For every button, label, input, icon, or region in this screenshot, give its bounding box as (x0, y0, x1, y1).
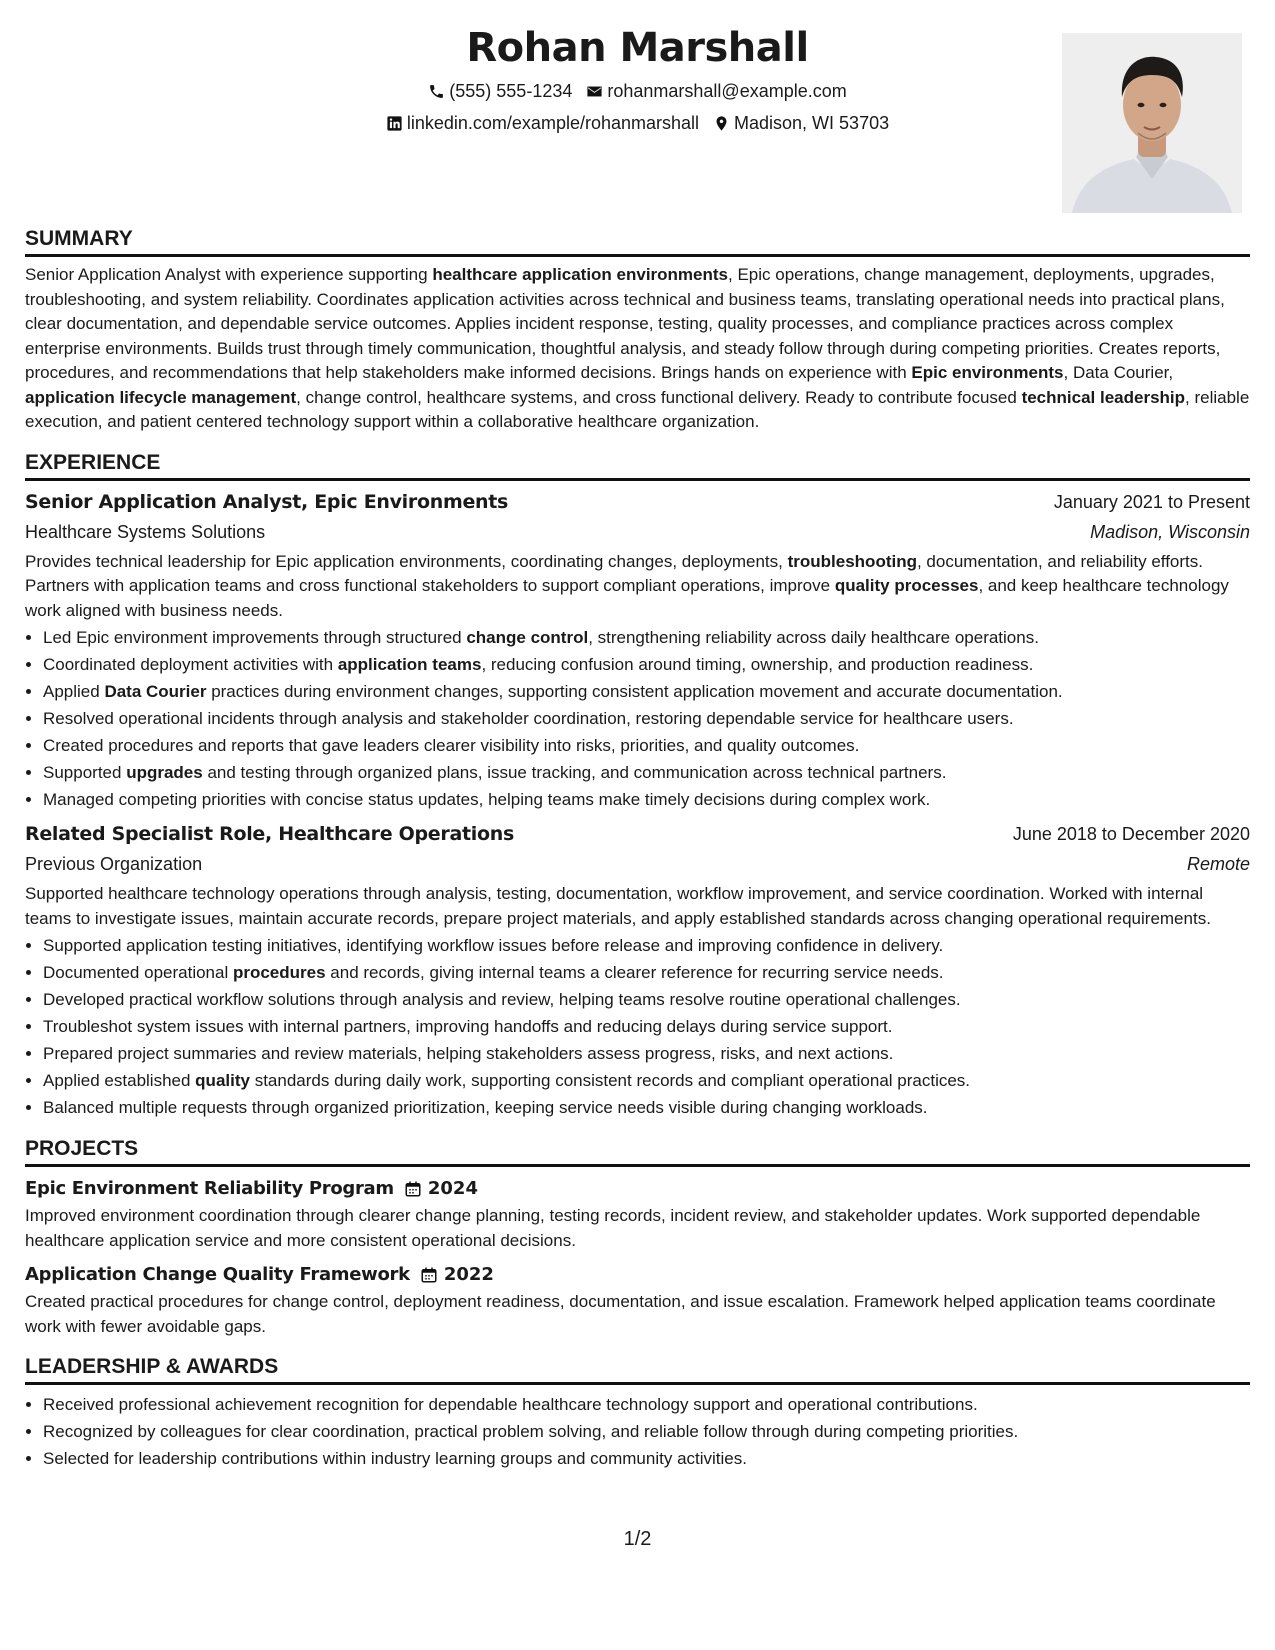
bullet-item (43, 932, 1250, 959)
calendar-icon (404, 1180, 422, 1198)
text-run: Coordinated deployment activities with (43, 655, 338, 674)
project-year (420, 1260, 494, 1290)
bullet-item (43, 732, 1250, 759)
project-year (404, 1174, 478, 1204)
bold-phrase: troubleshooting (787, 551, 917, 571)
text-run: Applied established (43, 1071, 196, 1090)
job-subheader (25, 849, 1250, 879)
project-title: Epic Environment Reliability Program (25, 1178, 394, 1199)
text-run: practices during environment changes, supporting consistent application movement and accurate documentation. (206, 682, 1063, 701)
project-description: Created practical procedures for change control, deployment readiness, documentation, and issue escalation. Framework helped application teams coordinate work with fewer avoidable gaps. (25, 1292, 1216, 1336)
page-number: 1/2 (623, 1528, 652, 1550)
text-run: Created procedures and reports that gave leaders clearer visibility into risks, priorities, and quality outcomes. (43, 736, 860, 755)
text-run: Documented operational (43, 963, 233, 982)
experience-section (25, 448, 1250, 1122)
experience-heading: EXPERIENCE (25, 448, 1250, 481)
awards-section (25, 1352, 1250, 1472)
bullet-item (43, 759, 1250, 786)
job-title: Related Specialist Role, Healthcare Operations (25, 823, 514, 845)
text-run: Developed practical workflow solutions through analysis and review, helping teams resolve routine operational challenges. (43, 990, 961, 1009)
bullet-item (43, 678, 1250, 705)
award-item: • Selected for leadership contributions within industry learning groups and community activities. (43, 1445, 1250, 1472)
summary-heading: SUMMARY (25, 224, 1250, 257)
project-entry (25, 1174, 1250, 1253)
project-title: Application Change Quality Framework (25, 1264, 410, 1285)
job-title: Senior Application Analyst, Epic Environments (25, 490, 509, 513)
job-organization: Healthcare Systems Solutions (25, 521, 266, 542)
project-description: Improved environment coordination through clearer change planning, testing records, incident review, and stakeholder updates. Work supported dependable healthcare application service and more consistent operational decisions. (25, 1206, 1201, 1250)
bullet-item (43, 624, 1250, 651)
award-item: • Received professional achievement recognition for dependable healthcare technology support and operational contributions. (43, 1391, 1250, 1418)
text-run: and testing through organized plans, issue tracking, and communication across technical partners. (202, 763, 947, 782)
map-pin-icon (713, 115, 730, 132)
linkedin-icon (386, 115, 403, 132)
resume-content (25, 224, 1250, 1485)
text-run: , strengthening reliability across daily healthcare operations. (588, 628, 1039, 647)
job-summary (25, 882, 1250, 931)
phone-icon (428, 83, 445, 100)
job-bullets (25, 932, 1250, 1121)
text-run: Provides technical leadership for Epic application environments, coordinating changes, deployments, (25, 551, 788, 571)
phone-contact (428, 76, 572, 106)
projects-heading: PROJECTS (25, 1134, 1250, 1167)
text-run: and records, giving internal teams a clearer reference for recurring service needs. (325, 963, 944, 982)
bullet-item (43, 1013, 1250, 1040)
text-run: Supported application testing initiatives, identifying workflow issues before release and improving confidence in delivery. (43, 936, 944, 955)
text-run: Applied (43, 682, 105, 701)
job-location: Madison, Wisconsin (1090, 521, 1250, 542)
job-subheader (25, 517, 1250, 547)
bold-phrase: Data Courier (104, 682, 207, 701)
text-run: , Data Courier, (1063, 363, 1174, 382)
bold-phrase: upgrades (126, 763, 203, 782)
awards-list (25, 1391, 1250, 1472)
phone-text: (555) 555-1234 (449, 81, 573, 101)
project-entry (25, 1260, 1250, 1339)
bold-phrase: Epic environments (911, 363, 1064, 382)
job-entry (25, 819, 1250, 1121)
portrait-illustration (1062, 33, 1242, 213)
envelope-icon (586, 83, 603, 100)
text-run: Supported (43, 763, 127, 782)
text-run: Led Epic environment improvements through structured (43, 628, 467, 647)
projects-section (25, 1134, 1250, 1339)
bullet-item (43, 786, 1250, 813)
text-run: Managed competing priorities with concise status updates, helping teams make timely decisions during complex work. (43, 790, 931, 809)
text-run: Supported healthcare technology operations through analysis, testing, documentation, workflow improvement, and service coordination. Worked with internal teams to investigate issues, maintain accurate records, prepare project materials, and apply established standards across changing operational requirements. (25, 884, 1211, 928)
job-organization: Previous Organization (25, 854, 203, 874)
location-contact (713, 108, 889, 138)
awards-heading: LEADERSHIP & AWARDS (25, 1352, 1250, 1385)
bold-phrase: application lifecycle management (25, 387, 297, 407)
bullet-item (43, 1040, 1250, 1067)
award-item: • Recognized by colleagues for clear coordination, practical problem solving, and reliable follow through during competing priorities. (43, 1418, 1250, 1445)
project-header (25, 1174, 1250, 1204)
job-dates: June 2018 to December 2020 (1012, 824, 1250, 844)
job-summary (25, 550, 1250, 624)
text-run: Senior Application Analyst with experience supporting (25, 265, 433, 284)
job-header (25, 487, 1250, 517)
candidate-name: Rohan Marshall (466, 25, 809, 71)
summary-text (25, 263, 1250, 435)
text-run: , and keep healthcare technology work aligned with business needs. (25, 576, 1229, 620)
profile-photo (1062, 33, 1242, 213)
bullet-item (43, 986, 1250, 1013)
email-contact[interactable] (586, 76, 846, 106)
text-run: Resolved operational incidents through analysis and stakeholder coordination, restoring dependable service for healthcare users. (43, 709, 1014, 728)
project-year-text: 2024 (427, 1178, 478, 1199)
bold-phrase: healthcare application environments (432, 265, 729, 284)
bold-phrase: quality (195, 1071, 250, 1090)
email-text[interactable]: rohanmarshall@example.com (607, 81, 847, 101)
linkedin-text[interactable]: linkedin.com/example/rohanmarshall (406, 113, 700, 133)
text-run: Prepared project summaries and review materials, helping stakeholders assess progress, risks, and next actions. (43, 1044, 894, 1063)
text-run: , Epic operations, change management, deployments, upgrades, troubleshooting, and system reliability. Coordinates application activities across technical and business teams, translating operational needs into practical plans, clear documentation, and dependable service outcomes. Applies incident response, testing, quality processes, and compliance practices across complex enterprise environments. Builds trust through timely communication, thoughtful analysis, and steady follow through during competing priorities. Creates reports, procedures, and recommendations that help stakeholders make informed decisions. Brings hands on experience with (25, 265, 1225, 382)
text-run: , documentation, and reliability efforts. Partners with application teams and cross functional stakeholders to support compliant operations, improve (25, 551, 1203, 595)
bold-phrase: quality processes (834, 576, 979, 595)
bullet-item (43, 1094, 1250, 1121)
location-text: Madison, WI 53703 (734, 113, 890, 133)
bold-phrase: procedures (232, 963, 326, 982)
summary-section (25, 224, 1250, 435)
linkedin-contact[interactable] (386, 108, 699, 138)
text-run: Troubleshot system issues with internal partners, improving handoffs and reducing delays during service support. (43, 1017, 893, 1036)
job-header (25, 819, 1250, 849)
job-dates: January 2021 to Present (1053, 491, 1250, 512)
bullet-item (43, 1067, 1250, 1094)
bullet-item (43, 959, 1250, 986)
job-bullets (25, 624, 1250, 813)
bullet-item (43, 651, 1250, 678)
job-location: Remote (1186, 854, 1250, 874)
bold-phrase: technical leadership (1021, 387, 1186, 407)
bold-phrase: change control (466, 628, 589, 647)
project-header (25, 1260, 1250, 1290)
text-run: , change control, healthcare systems, and cross functional delivery. Ready to contribute focused (296, 387, 1022, 407)
project-year-text: 2022 (443, 1264, 494, 1285)
text-run: Balanced multiple requests through organized prioritization, keeping service needs visible during changing workloads. (43, 1098, 928, 1117)
job-entry (25, 487, 1250, 814)
bold-phrase: application teams (337, 655, 482, 674)
text-run: standards during daily work, supporting consistent records and compliant operational practices. (249, 1071, 971, 1090)
calendar-icon (420, 1266, 438, 1284)
bullet-item (43, 705, 1250, 732)
text-run: , reducing confusion around timing, ownership, and production readiness. (481, 655, 1034, 674)
text-run: , reliable execution, and patient centered technology support within a collaborative healthcare organization. (25, 387, 1250, 431)
